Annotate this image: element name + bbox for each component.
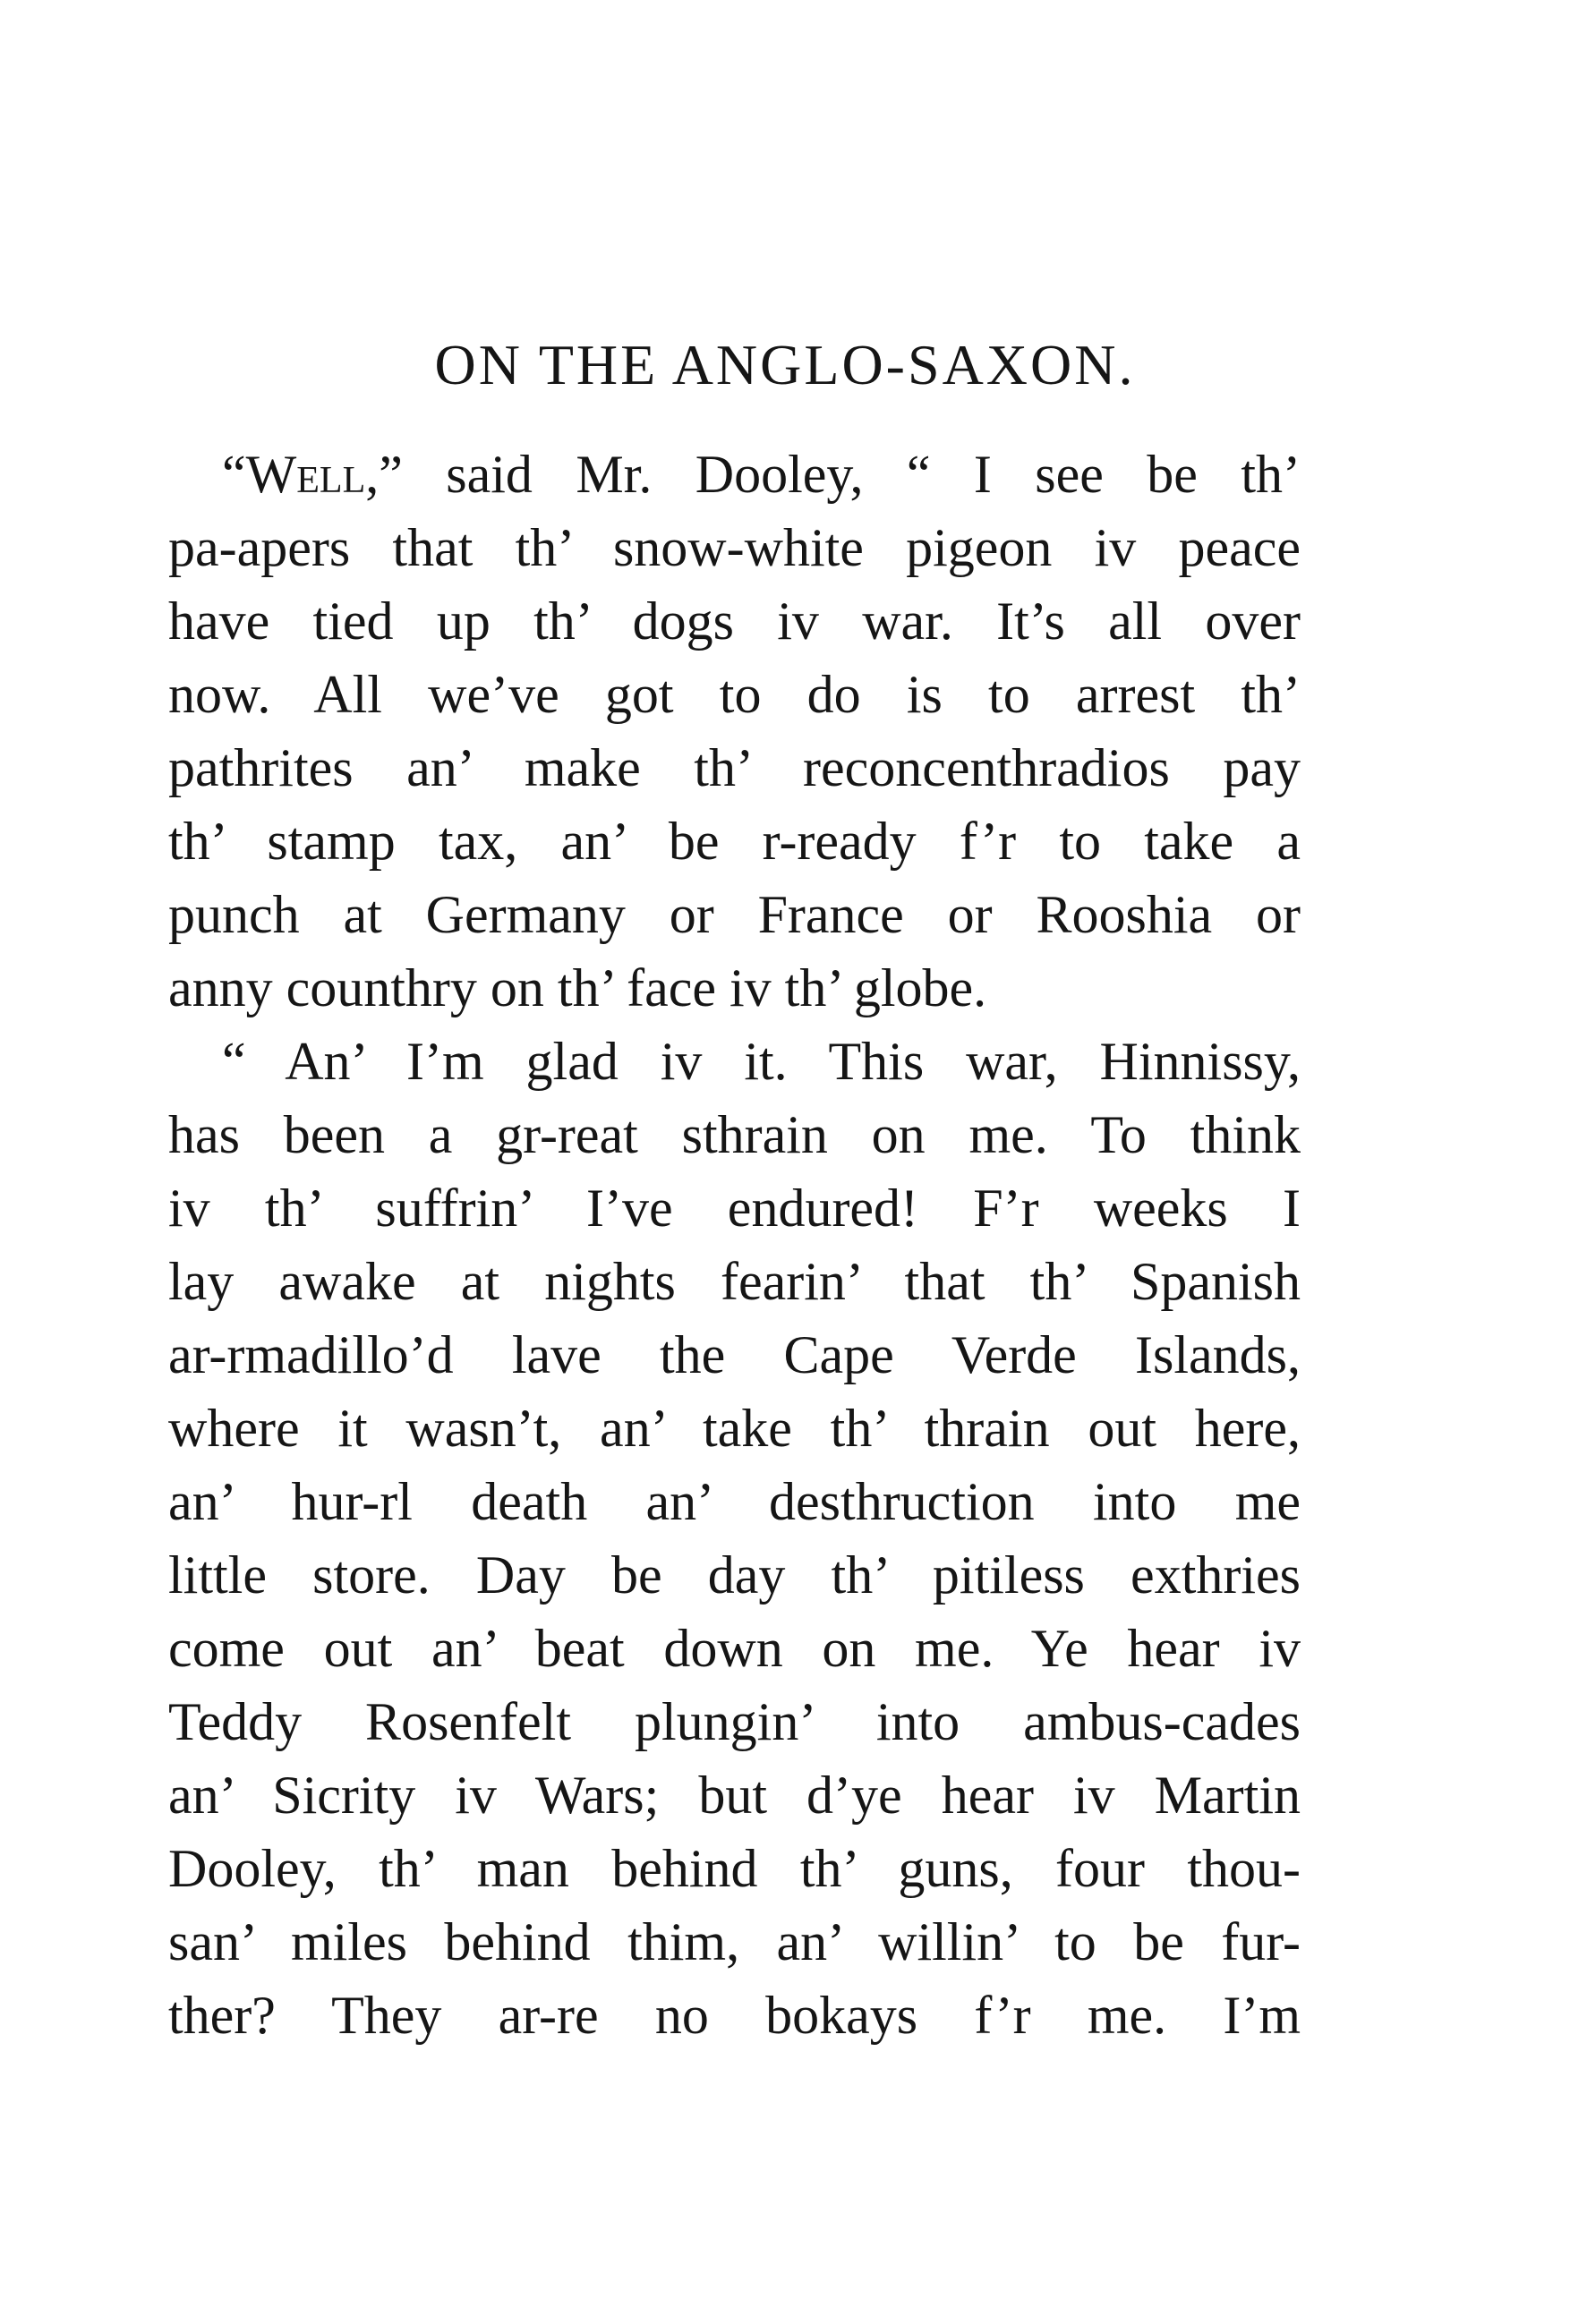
text-line: punch at Germany or France or Rooshia or	[168, 885, 1301, 944]
opening-quote: “	[222, 445, 246, 504]
text-line: anny counthry on th’ face iv th’ globe.	[168, 958, 987, 1017]
text-line: san’ miles behind thim, an’ willin’ to be fur-	[168, 1912, 1301, 1971]
text-line: an’ Sicrity iv Wars; but d’ye hear iv Martin	[168, 1766, 1301, 1825]
text-line: has been a gr-reat sthrain on me. To think	[168, 1105, 1301, 1164]
text-line: lay awake at nights fearin’ that th’ Spanish	[168, 1252, 1301, 1311]
text-line: pa-apers that th’ snow-white pigeon iv peace	[168, 518, 1301, 577]
chapter-title: ON THE ANGLO-SAXON.	[434, 333, 1136, 396]
text-line: iv th’ suffrin’ I’ve endured! F’r weeks I	[168, 1179, 1301, 1238]
text-line: th’ stamp tax, an’ be r-ready f’r to take a	[168, 812, 1301, 871]
text-line: Dooley, th’ man behind th’ guns, four thou-	[168, 1839, 1301, 1898]
body-text	[168, 438, 1301, 2052]
text-line: now. All we’ve got to do is to arrest th’	[168, 665, 1301, 724]
paragraph-1-line-1	[168, 438, 1301, 511]
text-line: pathrites an’ make th’ reconcenthradios pay	[168, 738, 1301, 797]
text-line: little store. Day be day th’ pitiless exthries	[168, 1545, 1301, 1605]
opening-word: Well,	[245, 445, 380, 504]
text-line: have tied up th’ dogs iv war. It’s all over	[168, 592, 1301, 651]
text-line: Teddy Rosenfelt plungin’ into ambus-cades	[168, 1692, 1301, 1751]
text-line: an’ hur-rl death an’ desthruction into me	[168, 1472, 1301, 1531]
text-line: come out an’ beat down on me. Ye hear iv	[168, 1619, 1301, 1678]
text-line: “ An’ I’m glad iv it. This war, Hinnissy,	[222, 1032, 1301, 1091]
text-line: ther? They ar-re no bokays f’r me. I’m	[168, 1986, 1301, 2045]
text-line: where it wasn’t, an’ take th’ thrain out here,	[168, 1399, 1301, 1458]
line-text: ” said Mr. Dooley, “ I see be th’	[379, 445, 1301, 504]
text-line: ar-rmadillo’d lave the Cape Verde Islands,	[168, 1325, 1301, 1384]
